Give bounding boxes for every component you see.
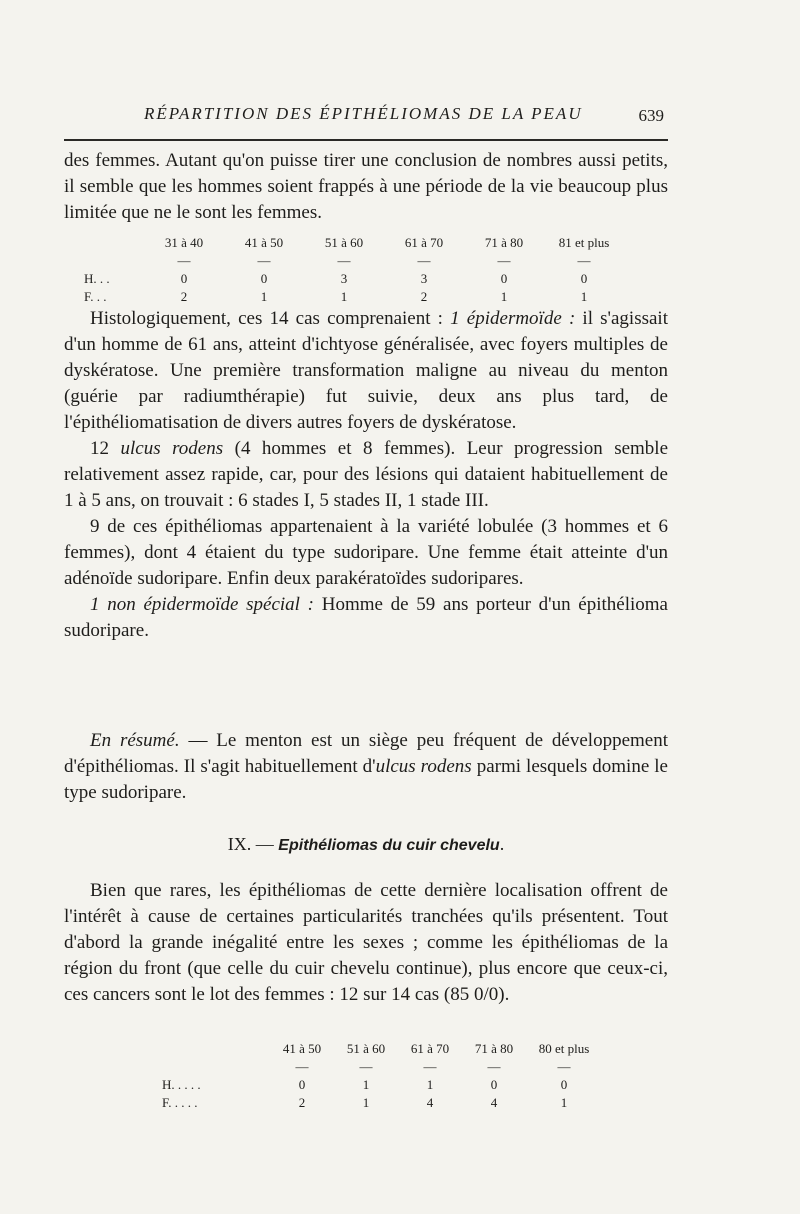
col-dash: — <box>295 1059 309 1074</box>
table-cell: 2 <box>180 289 188 304</box>
table-cell: 0 <box>298 1077 306 1092</box>
paragraph-5: 1 non épidermoïde spécial : Homme de 59 ans porteur d'un épithélioma sudoripare. <box>64 594 668 641</box>
col-header: 81 et plus <box>558 235 610 250</box>
col-header: 41 à 50 <box>282 1041 322 1056</box>
table-cell: 3 <box>420 271 428 286</box>
paragraph-4: 9 de ces épithéliomas appartenaient à la variété lobulée (3 hommes et 6 femmes), dont 4 étaient du type sudoripare. Une femme était atteinte d'un adénoïde sudoripare. Enfin deux parakératoïdes sudoripares. <box>64 516 668 589</box>
row-label: H. . . <box>84 271 110 286</box>
row-label: F. . . . . <box>162 1095 198 1110</box>
table-dash-row <box>162 1058 602 1076</box>
running-title: RÉPARTITION DES ÉPITHÉLIOMAS DE LA PEAU <box>144 104 583 123</box>
col-header: 31 à 40 <box>164 235 204 250</box>
body-text-block <box>64 306 668 644</box>
col-header: 71 à 80 <box>484 235 524 250</box>
col-dash: — <box>359 1059 373 1074</box>
running-head <box>64 104 664 130</box>
table-cell: 1 <box>426 1077 434 1092</box>
table-cell: 1 <box>362 1095 370 1110</box>
table-cell: 1 <box>580 289 588 304</box>
table-cell: 1 <box>260 289 268 304</box>
col-header: 51 à 60 <box>346 1041 386 1056</box>
table-cell: 4 <box>490 1095 498 1110</box>
col-header: 80 et plus <box>538 1041 590 1056</box>
age-table-2 <box>162 1040 602 1112</box>
col-header: 61 à 70 <box>404 235 444 250</box>
col-header: 61 à 70 <box>410 1041 450 1056</box>
header-rule <box>64 139 668 141</box>
table-row-h <box>162 1076 602 1094</box>
table-cell: 0 <box>260 271 268 286</box>
summary-block <box>64 728 668 806</box>
table-row-f <box>162 1094 602 1112</box>
row-label: F. . . <box>84 289 107 304</box>
col-dash: — <box>487 1059 501 1074</box>
table-dash-row <box>84 252 624 270</box>
table-cell: 0 <box>490 1077 498 1092</box>
paragraph-2: Histologiquement, ces 14 cas comprenaient : 1 épidermoïde : il s'agissait d'un homme de 61 ans, atteint d'ichtyose généralisée, avec foyers multiples de dyskératose. Une première transformation maligne au niveau du menton (guérie par radiumthérapie) fut suivie, deux ans plus tard, de l'épithéliomatisation de divers autres foyers de dyskératose. <box>64 308 668 433</box>
col-dash: — <box>497 253 511 268</box>
col-dash: — <box>257 253 271 268</box>
col-dash: — <box>337 253 351 268</box>
col-dash: — <box>417 253 431 268</box>
paragraph-7: Bien que rares, les épithéliomas de cette dernière localisation offrent de l'intérêt à cause de certaines particularités tranchées qu'ils présentent. Tout d'abord la grande inégalité entre les sexes ; comme les épithéliomas de la région du front (que celle du cuir chevelu continue), plus encore que ceux-ci, ces cancers sont le lot des femmes : 12 sur 14 cas (85 0/0). <box>64 880 668 1005</box>
col-header: 41 à 50 <box>244 235 284 250</box>
col-dash: — <box>423 1059 437 1074</box>
table-header-row <box>162 1040 602 1058</box>
table-cell: 0 <box>560 1077 568 1092</box>
table-cell: 2 <box>420 289 428 304</box>
table-cell: 0 <box>180 271 188 286</box>
table-cell: 1 <box>362 1077 370 1092</box>
table-cell: 1 <box>560 1095 568 1110</box>
col-dash: — <box>577 253 591 268</box>
table-header-row <box>84 234 624 252</box>
table-cell: 0 <box>580 271 588 286</box>
age-table-1 <box>84 234 624 306</box>
col-dash: — <box>177 253 191 268</box>
paragraph-continuation <box>64 148 668 226</box>
paragraph-1: des femmes. Autant qu'on puisse tirer une conclusion de nombres aussi petits, il semble que les hommes soient frappés à une période de la vie beaucoup plus limitée que ne le sont les femmes. <box>64 150 668 223</box>
table-row-h <box>84 270 624 288</box>
paragraph-3: 12 ulcus rodens (4 hommes et 8 femmes). Leur progression semble relativement assez rapide, car, pour des lésions qui dataient habituellement de 1 à 5 ans, on trouvait : 6 stades I, 5 stades II, 1 stade III. <box>64 438 669 511</box>
page-number: 639 <box>638 106 664 125</box>
col-dash: — <box>557 1059 571 1074</box>
table-cell: 2 <box>298 1095 306 1110</box>
col-header: 71 à 80 <box>474 1041 514 1056</box>
paragraph-6: En résumé. — Le menton est un siège peu fréquent de développement d'épithéliomas. Il s'agit habituellement d'ulcus rodens parmi lesquels domine le type sudoripare. <box>64 730 668 803</box>
section-body <box>64 878 668 1008</box>
table-cell: 3 <box>340 271 348 286</box>
col-header: 51 à 60 <box>324 235 364 250</box>
row-label: H. . . . . <box>162 1077 201 1092</box>
section-heading: IX. — Epithéliomas du cuir chevelu. <box>227 834 505 854</box>
table-cell: 0 <box>500 271 508 286</box>
table-cell: 4 <box>426 1095 434 1110</box>
table-cell: 1 <box>500 289 508 304</box>
table-row-f <box>84 288 624 306</box>
table-cell: 1 <box>340 289 348 304</box>
